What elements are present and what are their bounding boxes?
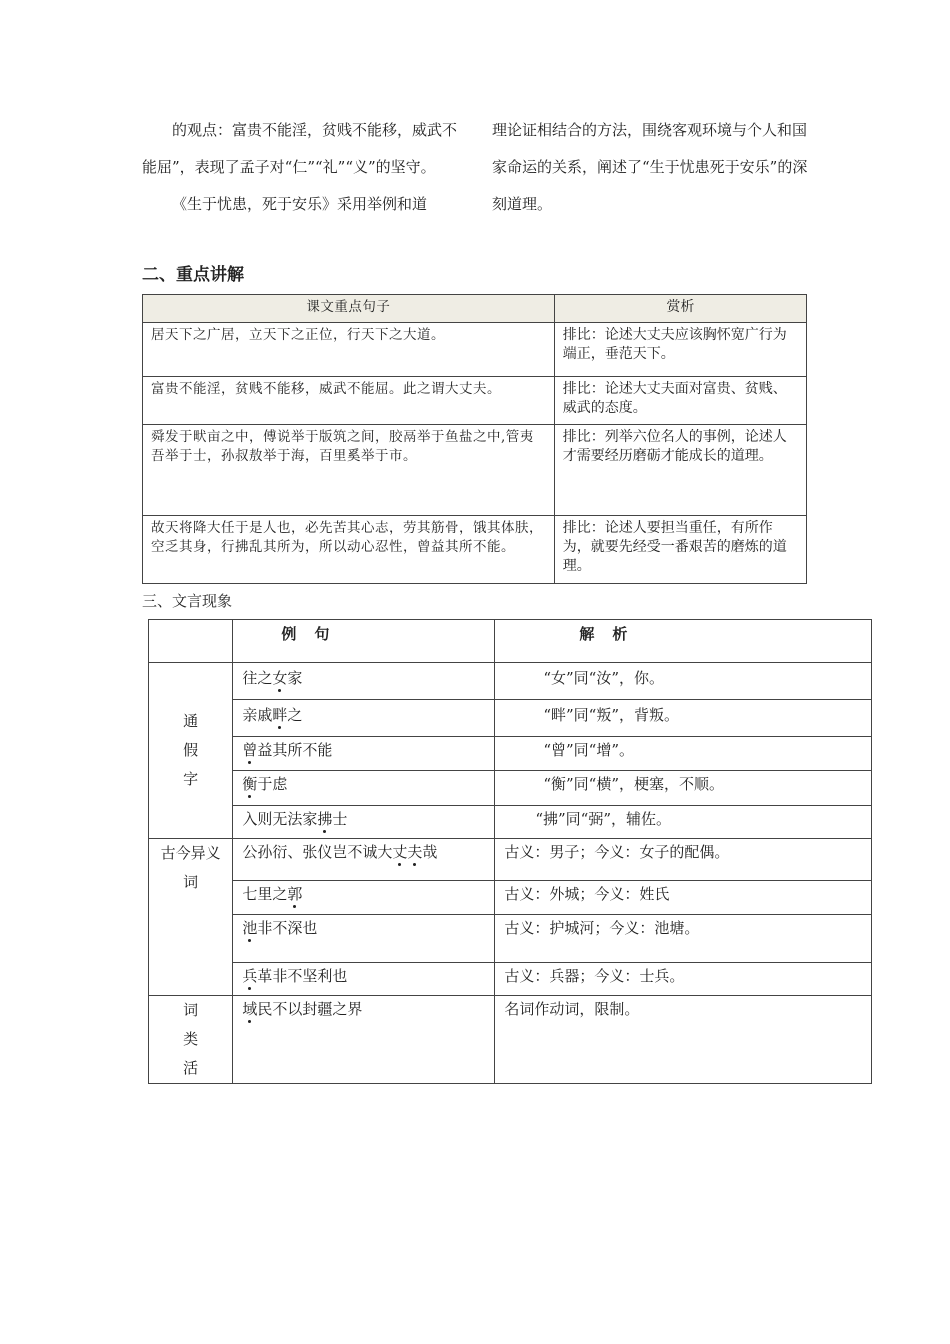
table-header-row [143,295,807,323]
example-text: 哉 [422,843,438,861]
sentence-cell: 舜发于畎亩之中，傅说举于版筑之间，胶鬲举于鱼盐之中,管夷吾举于士，孙叔敖举于海，百里奚举于市。 [143,425,555,516]
category-char: 通 [183,712,199,730]
example-text: 公孙衍、张仪岂不诚大 [242,843,393,861]
example-cell [233,663,495,700]
sentence-cell: 故天将降大任于是人也，必先苦其心志，劳其筋骨，饿其体肤，空乏其身，行拂乱其所为，所以动心忍性，曾益其所不能。 [143,516,555,584]
table-row [149,915,872,963]
table-row [149,771,872,806]
analysis-cell: 排比：列举六位名人的事例，论述人才需要经历磨砺才能成长的道理。 [554,425,806,516]
category-char: 古今异义 [160,844,221,862]
analysis-cell: 古义：男子；今义：女子的配偶。 [495,839,872,881]
example-text: 亲戚 [242,706,273,724]
emphasis-char: 丈 [392,843,408,861]
analysis-cell: “女”同“汝”，你。 [495,663,872,700]
category-char: 词 [183,873,199,891]
table-row [149,700,872,737]
example-cell [233,839,495,881]
example-cell [233,915,495,963]
emphasis-char: 域 [242,1000,258,1018]
category-cilei [149,996,233,1084]
example-cell [233,737,495,771]
analysis-cell: 排比：论述人要担当重任，有所作为，就要先经受一番艰苦的磨炼的道理。 [554,516,806,584]
example-text: 革非不坚利也 [257,967,348,985]
table-row [149,839,872,881]
emphasis-char: 女 [272,669,288,687]
analysis-cell: “衡”同“横”，梗塞，不顺。 [495,771,872,806]
example-cell [233,996,495,1084]
example-text: 家 [287,669,303,687]
analysis-cell: 古义：兵器；今义：士兵。 [495,963,872,996]
category-char: 类 [183,1030,199,1048]
example-cell [233,881,495,915]
example-cell [233,700,495,737]
example-text: 入则无法家 [242,810,318,828]
analysis-cell: 名词作动词，限制。 [495,996,872,1084]
table-row [143,377,807,425]
example-text: 于虑 [257,775,288,793]
analysis-cell: 排比：论述大丈夫应该胸怀宽广行为端正，垂范天下。 [554,323,806,377]
emphasis-char: 夫 [407,843,423,861]
table-row [149,881,872,915]
example-text: 士 [332,810,348,828]
header-analysis: 赏析 [554,295,806,323]
sentence-cell: 居天下之广居，立天下之正位，行天下之大道。 [143,323,555,377]
table-row [149,963,872,996]
section-3-heading: 三、文言现象 [142,592,233,610]
classical-phenomena-table [148,619,872,1084]
table-row [149,663,872,700]
category-char: 活 [183,1059,199,1077]
analysis-cell: “畔”同“叛”，背叛。 [495,700,872,737]
header-analysis: 解析 [495,620,872,663]
category-char: 字 [183,770,199,788]
emphasis-char: 兵 [242,967,258,985]
sentence-cell: 富贵不能淫，贫贱不能移，威武不能屈。此之谓大丈夫。 [143,377,555,425]
header-empty-cell [149,620,233,663]
example-text: 七里之 [242,885,288,903]
table-row [149,996,872,1084]
table-row [143,425,807,516]
table-header-row [149,620,872,663]
emphasis-char: 池 [242,919,258,937]
intro-left-paragraph-1: 的观点：富贵不能淫，贫贱不能移，威武不能屈”，表现了孟子对“仁”“礼”“义”的坚守。 [142,121,458,176]
header-example: 例句 [233,620,495,663]
table-row [149,737,872,771]
example-text: 之 [287,706,303,724]
table-row [143,323,807,377]
emphasis-char: 曾 [242,741,258,759]
category-gujin [149,839,233,996]
emphasis-char: 郭 [287,885,303,903]
section-2-heading: 二、重点讲解 [142,265,244,285]
intro-right-paragraph: 理论证相结合的方法，围绕客观环境与个人和国家命运的关系，阐述了“生于忧患死于安乐”的深刻道理。 [492,121,808,213]
emphasis-char: 畔 [272,706,288,724]
emphasis-char: 拂 [317,810,333,828]
key-sentences-table [142,294,807,584]
example-cell [233,963,495,996]
analysis-cell: “拂”同“弼”，辅佐。 [495,806,872,839]
intro-left-column [142,112,462,223]
table-row [149,806,872,839]
header-sentence: 课文重点句子 [143,295,555,323]
emphasis-char: 衡 [242,775,258,793]
example-text: 民不以封疆之界 [257,1000,363,1018]
intro-right-column [492,112,812,223]
category-char: 假 [183,741,199,759]
analysis-cell: “曾”同“增”。 [495,737,872,771]
analysis-cell: 古义：护城河；今义：池塘。 [495,915,872,963]
example-text: 益其所不能 [257,741,333,759]
example-cell [233,806,495,839]
table-row [143,516,807,584]
example-text: 往之 [242,669,273,687]
analysis-cell: 古义：外城；今义：姓氏 [495,881,872,915]
category-char: 词 [183,1001,199,1019]
example-cell [233,771,495,806]
category-tongjia [149,663,233,839]
intro-left-paragraph-2: 《生于忧患，死于安乐》采用举例和道 [172,195,428,213]
analysis-cell: 排比：论述大丈夫面对富贵、贫贱、威武的态度。 [554,377,806,425]
example-text: 非不深也 [257,919,318,937]
